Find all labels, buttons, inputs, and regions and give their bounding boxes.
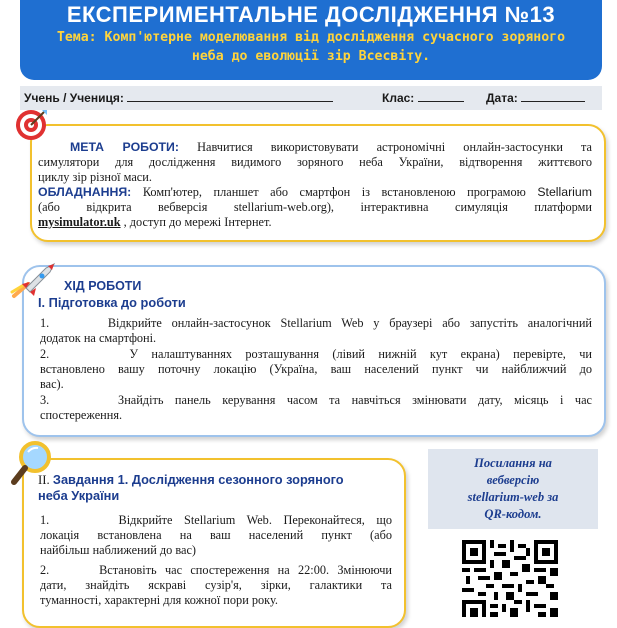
work-progress-box: [22, 265, 606, 437]
target-icon: [14, 108, 48, 142]
date-label: Дата:: [486, 91, 518, 105]
task-1-box: [22, 458, 406, 628]
equipment-text-3: , доступ до мережі Інтернет.: [120, 215, 272, 229]
task-prefix: ІІ.: [38, 473, 53, 487]
class-label: Клас:: [382, 91, 415, 105]
student-name-line[interactable]: [127, 91, 333, 102]
task-title: Завдання 1. Дослідження сезонного зоряного: [52, 472, 344, 487]
student-info-bar: [20, 86, 602, 110]
equipment-text-1: Комп'ютер, планшет або смартфон із встановленою програмою: [131, 185, 538, 199]
list-item: 2. У налаштуваннях розташування (лівий нижній кут екрана) перевірте, чи встановлено вашу поточну локацію (Україна, ваш населений пункт чи найближчий до вас).: [40, 347, 592, 391]
goal-box: [30, 124, 606, 242]
list-item: 3. Знайдіть панель керування часом та навчіться змінювати дату, місяць і час спостереження.: [40, 393, 592, 422]
rocket-icon: [8, 262, 60, 300]
magnifier-icon: [10, 440, 52, 486]
list-item: 2. Встановіть час спостереження на 22:00. Змінюючи дати, знайдіть яскраві сузір'я, зірки, галактики та туманності, характерні для кожної пори року.: [40, 563, 392, 607]
qr-text-line: вебверсію: [486, 473, 540, 487]
goal-text-3: циклу зір різної маси.: [38, 170, 152, 184]
page-title: ЕКСПЕРИМЕНТАЛЬНЕ ДОСЛІДЖЕННЯ №13: [66, 2, 556, 27]
equipment-app: Stellarium: [537, 185, 592, 199]
list-item: 1. Відкрийте Stellarium Web. Переконайтеся, що локація встановлена на ваш населений пункт (або найбільш наближений до вас): [40, 513, 392, 557]
equipment-label: ОБЛАДНАННЯ:: [38, 185, 132, 199]
date-line[interactable]: [521, 91, 585, 102]
goal-text-2: симулятори для дослідження видимого зоряного неба України, відтворення життєвого: [38, 155, 592, 169]
qr-info-box: [428, 449, 598, 529]
goal-label: МЕТА РОБОТИ:: [70, 140, 179, 154]
qr-code-icon[interactable]: [462, 540, 558, 617]
equipment-text-2: (або відкрита вебверсія stellarium-web.org), інтерактивна симуляція платформи: [38, 200, 592, 214]
qr-text-line: QR-кодом.: [484, 507, 542, 521]
simulator-link[interactable]: mysimulator.uk: [38, 215, 121, 229]
section-title-preparation: І. Підготовка до роботи: [38, 295, 186, 310]
list-item: 1. Відкрийте онлайн-застосунок Stellarium Web у браузері або запустіть аналогічний додаток на смартфоні.: [40, 316, 593, 345]
student-name-label: Учень / Учениця:: [24, 91, 124, 105]
qr-text-line: stellarium-web за: [467, 490, 559, 504]
task-title-2: неба України: [38, 488, 120, 503]
topic-title: Тема: Комп'ютерне моделювання від дослідження сучасного зоряного неба до еволюції зір Всесвіту.: [56, 30, 566, 64]
qr-text-line: Посилання на: [474, 456, 552, 470]
work-title: ХІД РОБОТИ: [64, 279, 142, 293]
class-line[interactable]: [418, 91, 464, 102]
header-banner: [20, 0, 602, 80]
goal-text-1: Навчитися використовувати астрономічні онлайн-застосунки та: [178, 140, 592, 154]
